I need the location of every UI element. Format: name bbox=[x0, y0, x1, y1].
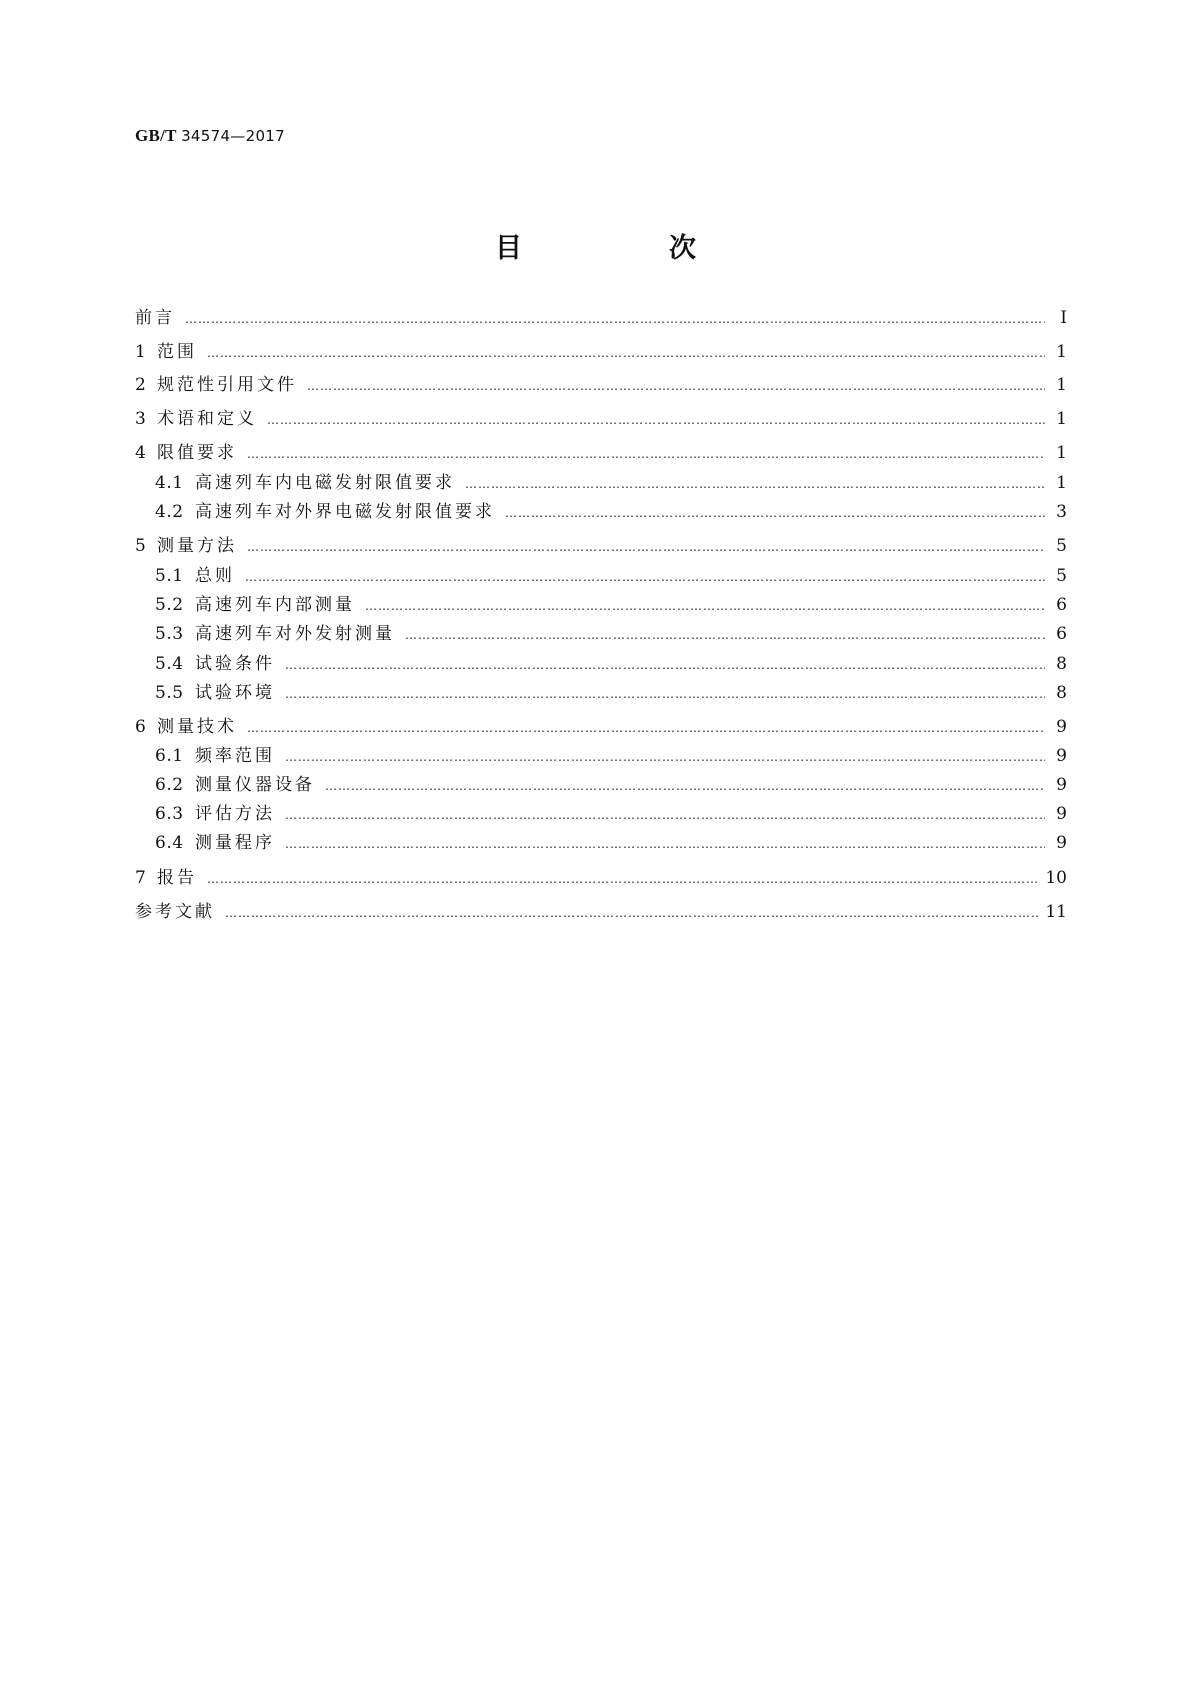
toc-entry-label: 前言 bbox=[135, 308, 175, 328]
toc-entry-page: 8 bbox=[1056, 654, 1067, 674]
toc-entry[interactable] bbox=[135, 440, 1067, 466]
standard-number: 34574—2017 bbox=[181, 127, 285, 145]
toc-entry-page: 5 bbox=[1056, 566, 1067, 586]
toc-leader-dots bbox=[247, 441, 1045, 467]
toc-entry-page: 1 bbox=[1056, 473, 1067, 493]
toc-entry-number: 3 bbox=[135, 409, 147, 429]
toc-entry[interactable] bbox=[155, 499, 1067, 525]
toc-leader-dots bbox=[465, 471, 1045, 497]
toc-entry[interactable] bbox=[155, 592, 1067, 618]
toc-entry[interactable] bbox=[135, 714, 1067, 740]
page-title: 目 次 bbox=[495, 233, 756, 264]
toc-entry-label: 限值要求 bbox=[157, 443, 237, 463]
toc-entry-label: 报告 bbox=[157, 868, 197, 888]
toc-entry-number: 7 bbox=[135, 868, 147, 888]
toc-entry-number: 5.5 bbox=[155, 683, 184, 703]
toc-entry[interactable] bbox=[135, 339, 1067, 365]
toc-leader-dots bbox=[307, 373, 1045, 399]
toc-entry-label: 范围 bbox=[157, 342, 197, 362]
toc-entry[interactable] bbox=[155, 651, 1067, 677]
toc-entry-page: 1 bbox=[1056, 342, 1067, 362]
toc-entry[interactable] bbox=[155, 680, 1067, 706]
toc-entry-number: 4.1 bbox=[155, 473, 184, 493]
toc-entry-label: 高速列车对外界电磁发射限值要求 bbox=[195, 502, 495, 522]
toc-entry-page: 9 bbox=[1056, 717, 1067, 737]
toc-entry-label: 测量程序 bbox=[195, 833, 275, 853]
toc-leader-dots bbox=[267, 407, 1045, 433]
toc-entry-page: 11 bbox=[1045, 902, 1067, 922]
toc-entry-number: 6.1 bbox=[155, 746, 184, 766]
toc-entry-label: 频率范围 bbox=[195, 746, 275, 766]
toc-entry-label: 试验条件 bbox=[195, 654, 275, 674]
toc-entry-number: 5 bbox=[135, 536, 147, 556]
toc-leader-dots bbox=[325, 773, 1045, 799]
toc-entry-page: 3 bbox=[1056, 502, 1067, 522]
toc-entry-label: 高速列车内电磁发射限值要求 bbox=[195, 473, 455, 493]
toc-entry-number: 6.4 bbox=[155, 833, 184, 853]
toc-entry[interactable] bbox=[155, 621, 1067, 647]
toc-entry-number: 4 bbox=[135, 443, 147, 463]
toc-leader-dots bbox=[405, 622, 1045, 648]
toc-entry[interactable] bbox=[155, 743, 1067, 769]
toc-entry-page: 9 bbox=[1056, 833, 1067, 853]
toc-entry-label: 评估方法 bbox=[195, 804, 275, 824]
toc-entry[interactable] bbox=[155, 470, 1067, 496]
toc-entry-label: 测量技术 bbox=[157, 717, 237, 737]
toc-entry-number: 4.2 bbox=[155, 502, 184, 522]
toc-leader-dots bbox=[285, 681, 1045, 707]
toc-entry[interactable] bbox=[135, 533, 1067, 559]
toc-leader-dots bbox=[207, 340, 1045, 366]
toc-entry[interactable] bbox=[155, 772, 1067, 798]
toc-entry-label: 术语和定义 bbox=[157, 409, 257, 429]
toc-leader-dots bbox=[245, 564, 1045, 590]
toc-entry-number: 2 bbox=[135, 375, 147, 395]
toc-entry[interactable] bbox=[135, 305, 1067, 331]
toc-entry-number: 1 bbox=[135, 342, 147, 362]
toc-leader-dots bbox=[505, 500, 1045, 526]
toc-entry-page: 8 bbox=[1056, 683, 1067, 703]
toc-entry-page: 5 bbox=[1056, 536, 1067, 556]
toc-leader-dots bbox=[185, 306, 1045, 332]
toc-entry-number: 5.3 bbox=[155, 624, 184, 644]
toc-entry-number: 6.2 bbox=[155, 775, 184, 795]
toc-entry-page: 9 bbox=[1056, 746, 1067, 766]
toc-leader-dots bbox=[285, 652, 1045, 678]
toc-entry-label: 高速列车内部测量 bbox=[195, 595, 355, 615]
toc-entry[interactable] bbox=[135, 865, 1067, 891]
toc-entry-page: 1 bbox=[1056, 443, 1067, 463]
toc-entry-label: 高速列车对外发射测量 bbox=[195, 624, 395, 644]
toc-entry[interactable] bbox=[155, 830, 1067, 856]
toc-entry[interactable] bbox=[135, 899, 1067, 925]
toc-entry[interactable] bbox=[135, 372, 1067, 398]
toc-entry-page: 6 bbox=[1056, 624, 1067, 644]
toc-entry-number: 5.4 bbox=[155, 654, 184, 674]
toc-entry-label: 测量方法 bbox=[157, 536, 237, 556]
toc-entry[interactable] bbox=[155, 563, 1067, 589]
toc-entry-page: 10 bbox=[1045, 868, 1067, 888]
toc-leader-dots bbox=[207, 866, 1039, 892]
toc-entry-page: Ⅰ bbox=[1060, 308, 1067, 328]
toc-entry-page: 9 bbox=[1056, 804, 1067, 824]
toc-leader-dots bbox=[285, 802, 1045, 828]
toc-entry-page: 1 bbox=[1056, 375, 1067, 395]
toc-leader-dots bbox=[247, 534, 1045, 560]
toc-leader-dots bbox=[285, 744, 1045, 770]
toc-entry-number: 5.2 bbox=[155, 595, 184, 615]
toc-leader-dots bbox=[247, 715, 1045, 741]
toc-entry-label: 参考文献 bbox=[135, 902, 215, 922]
toc-entry-label: 总则 bbox=[195, 566, 235, 586]
toc-entry-label: 规范性引用文件 bbox=[157, 375, 297, 395]
toc-entry-label: 测量仪器设备 bbox=[195, 775, 315, 795]
toc-leader-dots bbox=[285, 831, 1045, 857]
toc-entry-number: 5.1 bbox=[155, 566, 184, 586]
toc-entry-page: 6 bbox=[1056, 595, 1067, 615]
toc-entry-number: 6 bbox=[135, 717, 147, 737]
toc-entry-page: 1 bbox=[1056, 409, 1067, 429]
toc-leader-dots bbox=[365, 593, 1045, 619]
toc-entry[interactable] bbox=[135, 406, 1067, 432]
standard-prefix: GB/T bbox=[135, 126, 177, 145]
toc-entry-page: 9 bbox=[1056, 775, 1067, 795]
toc-entry-number: 6.3 bbox=[155, 804, 184, 824]
toc-leader-dots bbox=[225, 900, 1039, 926]
toc-entry-label: 试验环境 bbox=[195, 683, 275, 703]
standard-code bbox=[135, 126, 285, 146]
toc-entry[interactable] bbox=[155, 801, 1067, 827]
